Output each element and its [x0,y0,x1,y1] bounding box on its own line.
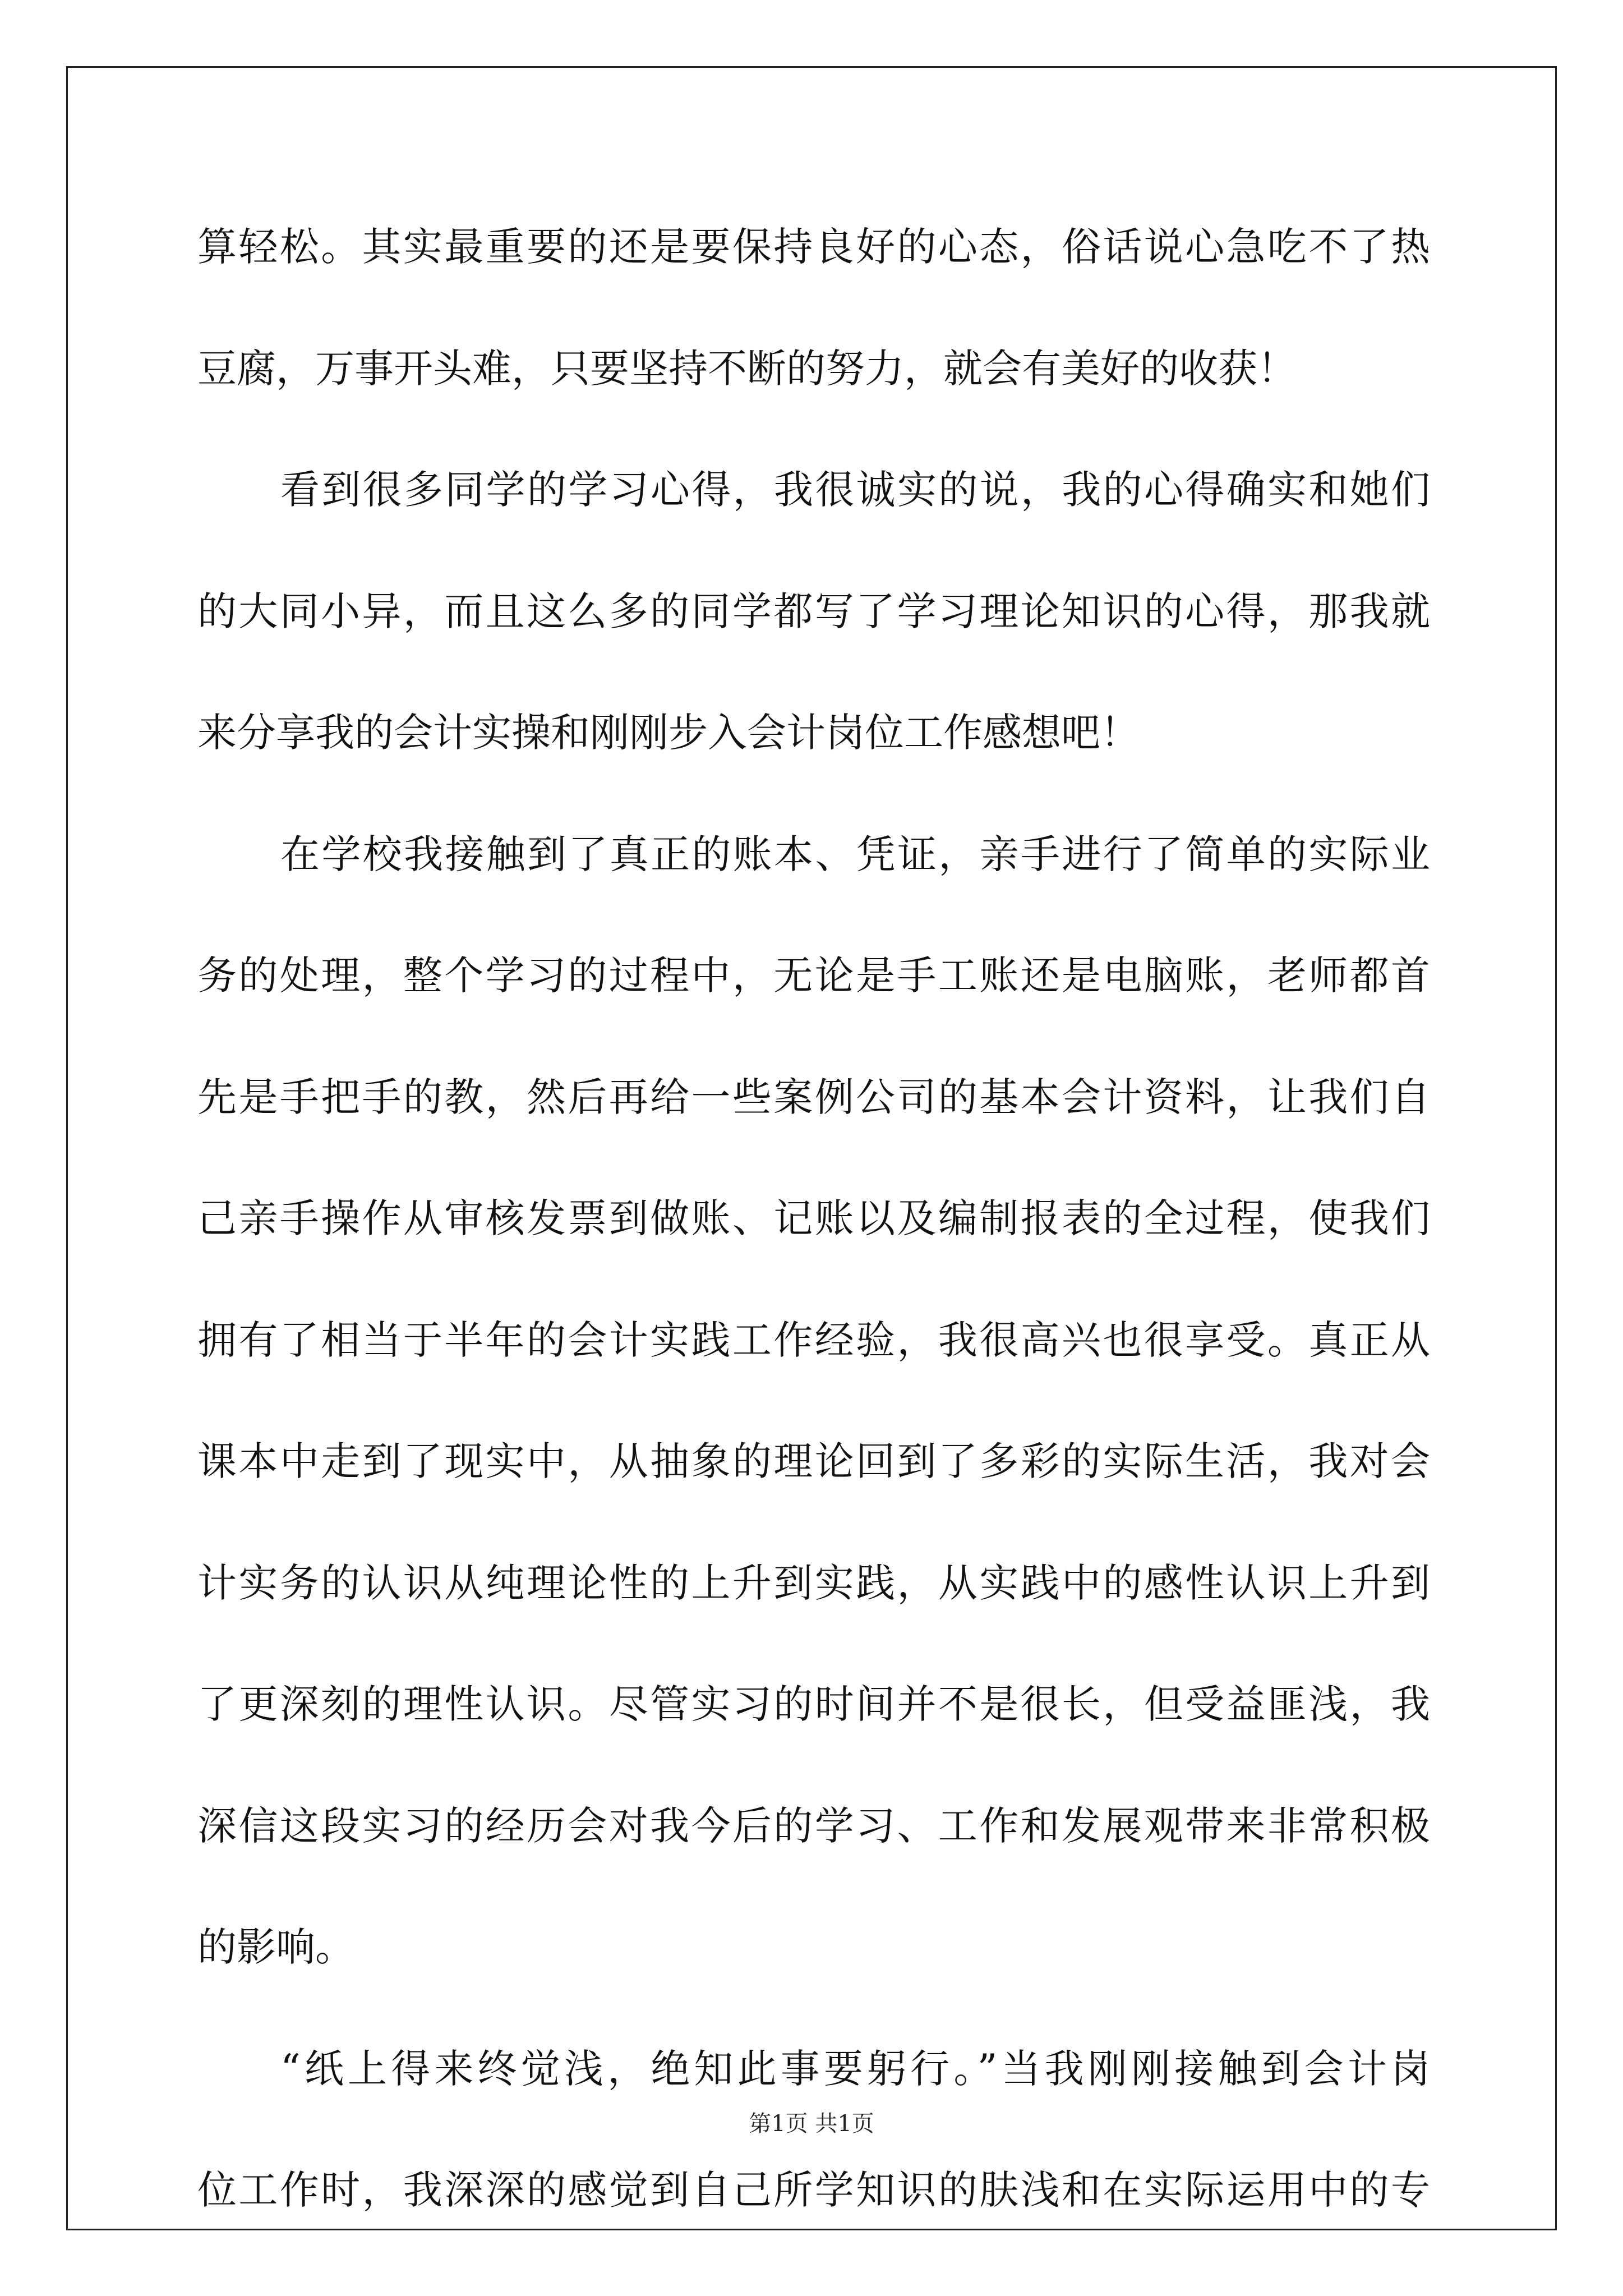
page-footer: 第1页 共1页 [749,2111,874,2137]
text-line: 豆腐，万事开头难，只要坚持不断的努力，就会有美好的收获！ [197,345,1297,392]
text-line: 的大同小异，而且这么多的同学都写了学习理论知识的心得，那我就 [197,588,1430,634]
text-line: 的影响。 [197,1924,354,1970]
text-line: 深信这段实习的经历会对我今后的学习、工作和发展观带来非常积极 [197,1802,1430,1849]
text-line: 己亲手操作从审核发票到做账、记账以及编制报表的全过程，使我们 [197,1195,1430,1241]
text-line: 算轻松。其实最重要的还是要保持良好的心态，俗话说心急吃不了热 [197,224,1430,270]
text-line: 在学校我接触到了真正的账本、凭证，亲手进行了简单的实际业 [280,831,1430,877]
text-line: 看到很多同学的学习心得，我很诚实的说，我的心得确实和她们 [280,467,1430,513]
text-line: 拥有了相当于半年的会计实践工作经验，我很高兴也很享受。真正从 [197,1317,1430,1363]
text-line: 了更深刻的理性认识。尽管实习的时间并不是很长，但受益匪浅，我 [197,1681,1430,1727]
text-line: 位工作时，我深深的感觉到自己所学知识的肤浅和在实际运用中的专 [197,2167,1430,2213]
text-line: 课本中走到了现实中，从抽象的理论回到了多彩的实际生活，我对会 [197,1438,1430,1484]
text-line: 务的处理，整个学习的过程中，无论是手工账还是电脑账，老师都首 [197,953,1430,999]
text-line: 计实务的认识从纯理论性的上升到实践，从实践中的感性认识上升到 [197,1559,1430,1606]
text-line: 来分享我的会计实操和刚刚步入会计岗位工作感想吧！ [197,710,1140,756]
text-line: “纸上得来终觉浅，绝知此事要躬行。”当我刚刚接触到会计岗 [280,2045,1430,2092]
text-line: 先是手把手的教，然后再给一些案例公司的基本会计资料，让我们自 [197,1074,1430,1120]
